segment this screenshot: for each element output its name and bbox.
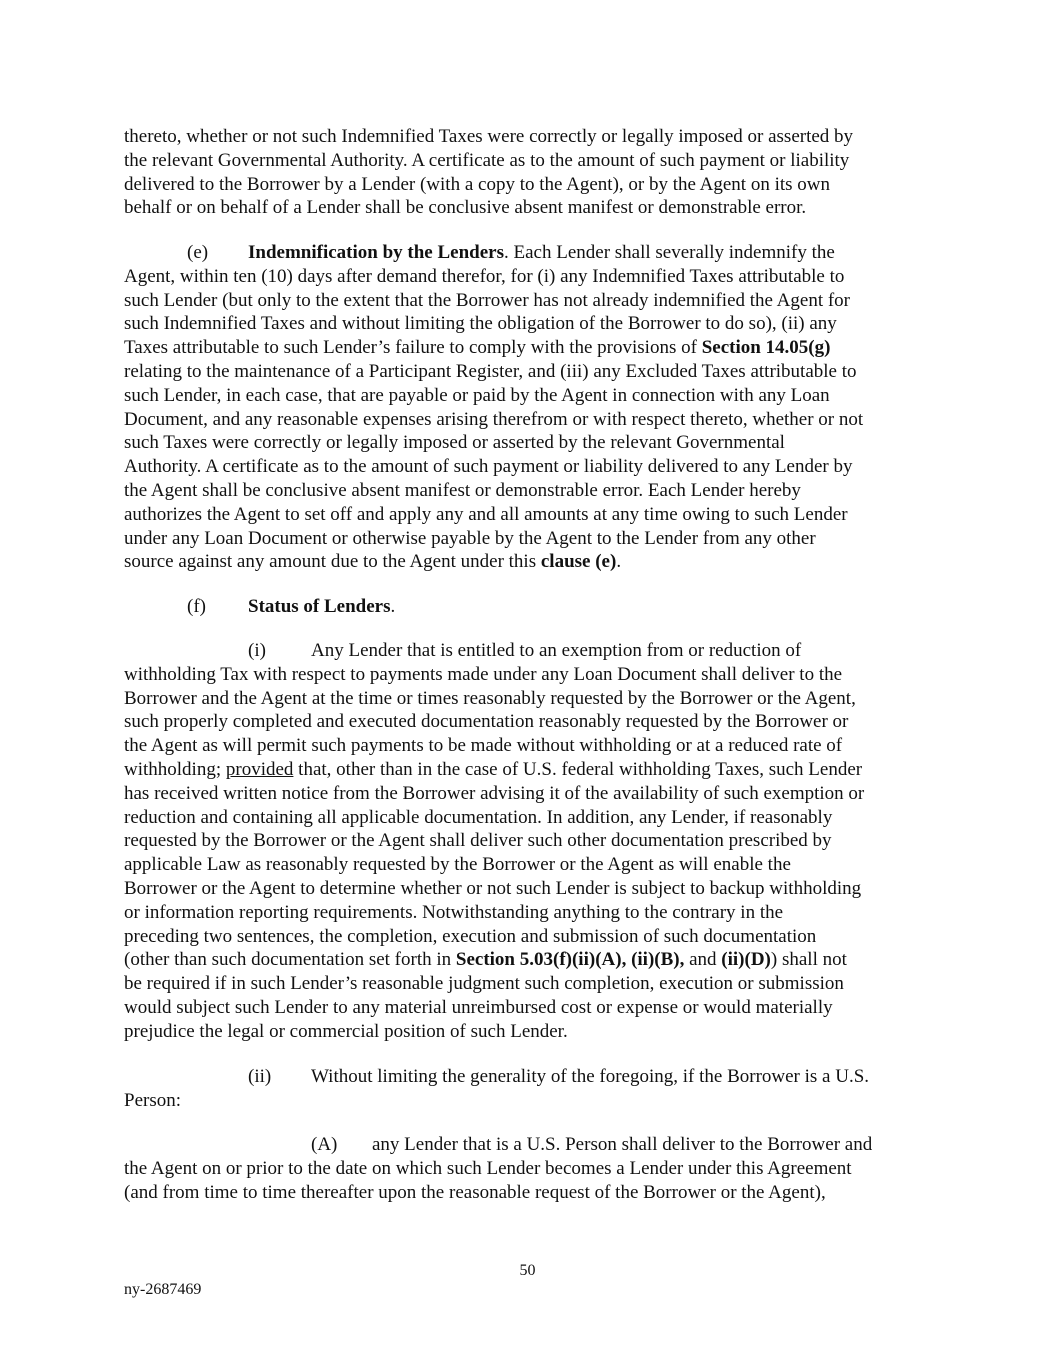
- text-line: source against any amount due to the Agent under this clause (e).: [124, 551, 622, 573]
- text-line: under any Loan Document or otherwise payable by the Agent to the Lender from any other: [124, 527, 816, 549]
- text-line: Indemnification by the Lenders. Each Lender shall severally indemnify the: [248, 242, 835, 263]
- text-line: be required if in such Lender’s reasonable judgment such completion, execution or submission: [124, 973, 844, 995]
- text-line: would subject such Lender to any material unreimbursed cost or expense or would materially: [124, 996, 833, 1018]
- text-line: Without limiting the generality of the foregoing, if the Borrower is a U.S.: [311, 1066, 870, 1087]
- text-line: any Lender that is a U.S. Person shall deliver to the Borrower and: [372, 1134, 873, 1155]
- text-line: has received written notice from the Borrower advising it of the availability of such exemption or: [124, 782, 865, 804]
- section-reference: (ii)(D): [721, 949, 771, 971]
- text-line: such Lender, in each case, that are payable or paid by the Agent in connection with any Loan: [124, 384, 830, 406]
- text-line: authorizes the Agent to set off and apply any and all amounts at any time owing to such Lender: [124, 503, 848, 525]
- text-line: Agent, within ten (10) days after demand therefor, for (i) any Indemnified Taxes attributable to: [124, 265, 845, 287]
- text-line: (and from time to time thereafter upon the reasonable request of the Borrower or the Agent),: [124, 1181, 826, 1203]
- text-line: such Taxes were correctly or legally imposed or asserted by the relevant Governmental: [124, 432, 785, 454]
- paragraph-A: [124, 1133, 936, 1204]
- paragraph-f-heading: Status of Lenders.: [248, 596, 396, 617]
- text-line: such Indemnified Taxes and without limiting the obligation of the Borrower to do so), (ii) any: [124, 313, 837, 335]
- text-line: applicable Law as reasonably requested by the Borrower or the Agent as will enable the: [124, 854, 791, 876]
- text-line: the Agent on or prior to the date on which such Lender becomes a Lender under this Agreement: [124, 1157, 852, 1179]
- text-line: preceding two sentences, the completion, execution and submission of such documentation: [124, 925, 817, 947]
- paragraph-A-marker: (A): [311, 1134, 338, 1155]
- section-reference: Section 5.03(f)(ii)(A), (ii)(B),: [455, 949, 685, 971]
- text-line: Any Lender that is entitled to an exemption from or reduction of: [311, 640, 802, 661]
- clause-reference: clause (e): [540, 551, 617, 573]
- paragraph-f-marker: (f): [187, 596, 206, 617]
- paragraph-f-ii-marker: (ii): [248, 1066, 272, 1087]
- text-line: such Lender (but only to the extent that the Borrower has not already indemnified the Agent for: [124, 289, 851, 311]
- text-line: Authority. A certificate as to the amount of such payment or liability delivered to any Lender by: [124, 456, 853, 478]
- text-line: requested by the Borrower or the Agent shall deliver such other documentation prescribed by: [124, 830, 832, 852]
- text-line: Borrower or the Agent to determine whether or not such Lender is subject to backup withholding: [124, 877, 862, 899]
- text-line: prejudice the legal or commercial position of such Lender.: [124, 1020, 568, 1042]
- text-line: thereto, whether or not such Indemnified Taxes were correctly or legally imposed or asserted by: [124, 126, 854, 147]
- paragraph-d-continuation: [124, 125, 936, 220]
- section-reference: Section 14.05(g): [701, 337, 831, 359]
- text-line: Document, and any reasonable expenses arising therefrom or with respect thereto, whether or not: [124, 408, 864, 430]
- paragraph-e: [124, 241, 936, 574]
- text-line: withholding Tax with respect to payments made under any Loan Document shall deliver to the: [124, 663, 843, 685]
- text-line: or information reporting requirements. Notwithstanding anything to the contrary in the: [124, 901, 784, 923]
- paragraph-f-i: [124, 639, 936, 1044]
- text-line: Taxes attributable to such Lender’s failure to comply with the provisions of Section 14.05(g): [124, 337, 831, 359]
- paragraph-f-i-marker: (i): [248, 640, 266, 661]
- text-line: delivered to the Borrower by a Lender (with a copy to the Agent), or by the Agent on its own: [124, 173, 830, 195]
- text-line: (other than such documentation set forth in Section 5.03(f)(ii)(A), (ii)(B), and (ii)(D)) shall not: [124, 949, 847, 971]
- text-line: the Agent as will permit such payments to be made without withholding or at a reduced rate of: [124, 735, 843, 757]
- page-number: 50: [519, 1262, 536, 1279]
- paragraph-e-marker: (e): [187, 242, 209, 263]
- text-line: reduction and containing all applicable documentation. In addition, any Lender, if reasonably: [124, 806, 833, 828]
- text-line: the relevant Governmental Authority. A certificate as to the amount of such payment or liability: [124, 149, 850, 171]
- document-id: ny-2687469: [124, 1281, 202, 1298]
- text-line: Borrower and the Agent at the time or times reasonably requested by the Borrower or the Agent,: [124, 687, 856, 709]
- paragraph-f-ii: [124, 1065, 936, 1113]
- provided-term: provided: [225, 758, 294, 780]
- text-line: such properly completed and executed documentation reasonably requested by the Borrower or: [124, 711, 849, 733]
- text-line: withholding; provided that, other than in the case of U.S. federal withholding Taxes, such Lender: [124, 758, 863, 780]
- text-line: behalf or on behalf of a Lender shall be conclusive absent manifest or demonstrable error.: [124, 197, 807, 219]
- paragraph-e-heading: Indemnification by the Lenders: [248, 242, 504, 263]
- text-line: relating to the maintenance of a Participant Register, and (iii) any Excluded Taxes attributable to: [124, 360, 857, 382]
- text-line: the Agent shall be conclusive absent manifest or demonstrable error. Each Lender hereby: [124, 479, 801, 501]
- text-line: Person:: [124, 1089, 181, 1111]
